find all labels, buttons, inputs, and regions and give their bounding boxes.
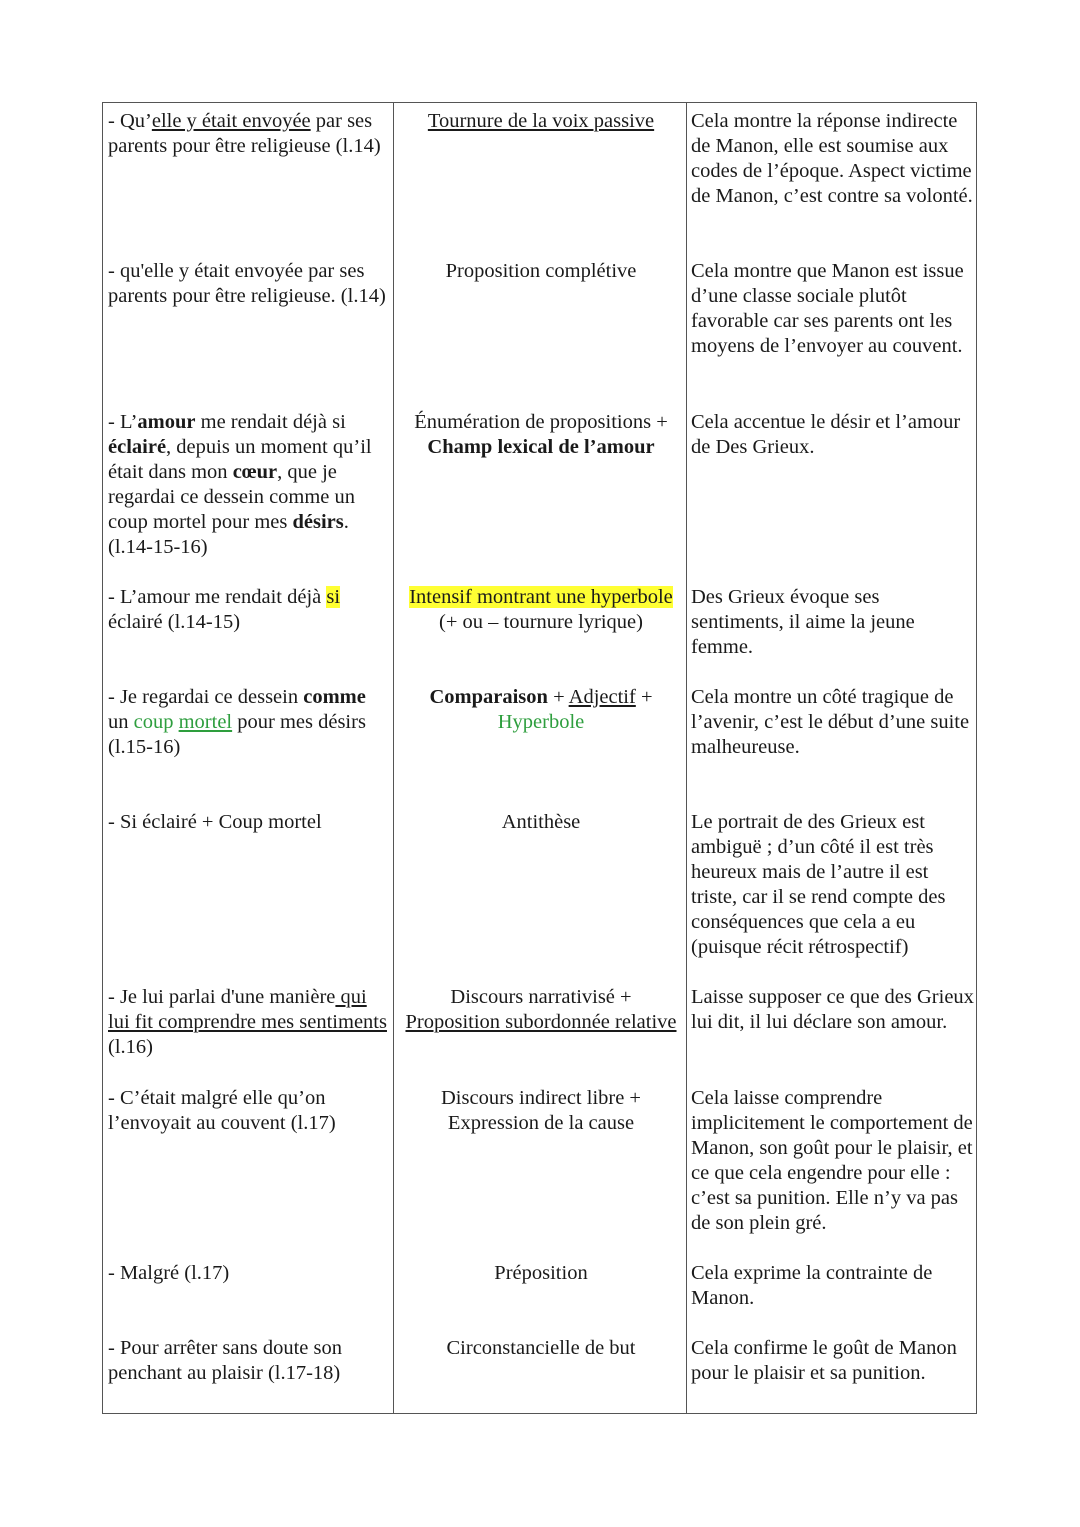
procedure-cell: Discours indirect libre + Expression de la cause <box>441 1087 641 1134</box>
quote-cell: - Si éclairé + Coup mortel <box>108 811 322 833</box>
quote-cell: - L’amour me rendait déjà si éclairé (l.14-15) <box>108 586 341 633</box>
procedure-cell: Antithèse <box>501 811 581 833</box>
quote-cell: - L’amour me rendait déjà si éclairé, depuis un moment qu’il était dans mon cœur, que je regardai ce dessein comme un coup mortel pour mes désirs. (l.14-15-16) <box>108 411 372 558</box>
quote-cell: - Malgré (l.17) <box>108 1262 230 1284</box>
quote-cell: - Qu’elle y était envoyée par ses parents pour être religieuse (l.14) <box>108 110 381 157</box>
procedure-cell: Comparaison + Adjectif + Hyperbole <box>429 686 653 733</box>
interpretation-cell: Cela montre que Manon est issue d’une classe sociale plutôt favorable car ses parents ont les moyens de l’envoyer au couvent. <box>691 260 964 357</box>
quote-cell: - Je regardai ce dessein comme un coup mortel pour mes désirs (l.15-16) <box>108 686 366 758</box>
interpretation-cell: Cela accentue le désir et l’amour de Des Grieux. <box>691 411 961 458</box>
procedure-cell: Tournure de la voix passive <box>427 110 655 132</box>
quote-cell: - qu'elle y était envoyée par ses parents pour être religieuse. (l.14) <box>108 260 386 307</box>
interpretation-cell: Cela montre un côté tragique de l’avenir, c’est le début d’une suite malheureuse. <box>691 686 970 758</box>
analysis-table <box>102 102 977 1414</box>
interpretation-cell: Cela confirme le goût de Manon pour le plaisir et sa punition. <box>691 1337 957 1384</box>
interpretation-cell: Cela exprime la contrainte de Manon. <box>691 1262 933 1309</box>
quote-cell: - Je lui parlai d'une manière qui lui fit comprendre mes sentiments (l.16) <box>108 986 387 1058</box>
interpretation-cell: Cela laisse comprendre implicitement le comportement de Manon, son goût pour le plaisir, et ce que cela engendre pour elle : c’est sa punition. Elle n’y va pas de son plein gré. <box>691 1087 973 1234</box>
column-divider <box>686 103 687 1413</box>
quote-cell: - C’était malgré elle qu’on l’envoyait au couvent (l.17) <box>108 1087 336 1134</box>
interpretation-cell: Le portrait de des Grieux est ambiguë ; d’un côté il est très heureux mais de l’autre il est triste, car il se rend compte des conséquences que cela a eu (puisque récit rétrospectif) <box>691 811 946 958</box>
procedure-cell: Discours narrativisé + Proposition subordonnée relative <box>405 986 677 1033</box>
interpretation-cell: Des Grieux évoque ses sentiments, il aime la jeune femme. <box>691 586 915 658</box>
interpretation-cell: Cela montre la réponse indirecte de Manon, elle est soumise aux codes de l’époque. Aspect victime de Manon, c’est contre sa volonté. <box>691 110 973 207</box>
procedure-cell: Intensif montrant une hyperbole (+ ou – tournure lyrique) <box>409 586 673 633</box>
column-divider <box>393 103 394 1413</box>
interpretation-cell: Laisse supposer ce que des Grieux lui dit, il lui déclare son amour. <box>691 986 974 1033</box>
procedure-cell: Préposition <box>494 1262 588 1284</box>
procedure-cell: Circonstancielle de but <box>446 1337 636 1359</box>
procedure-cell: Proposition complétive <box>445 260 637 282</box>
procedure-cell: Énumération de propositions + Champ lexical de l’amour <box>414 411 668 458</box>
quote-cell: - Pour arrêter sans doute son penchant au plaisir (l.17-18) <box>108 1337 342 1384</box>
